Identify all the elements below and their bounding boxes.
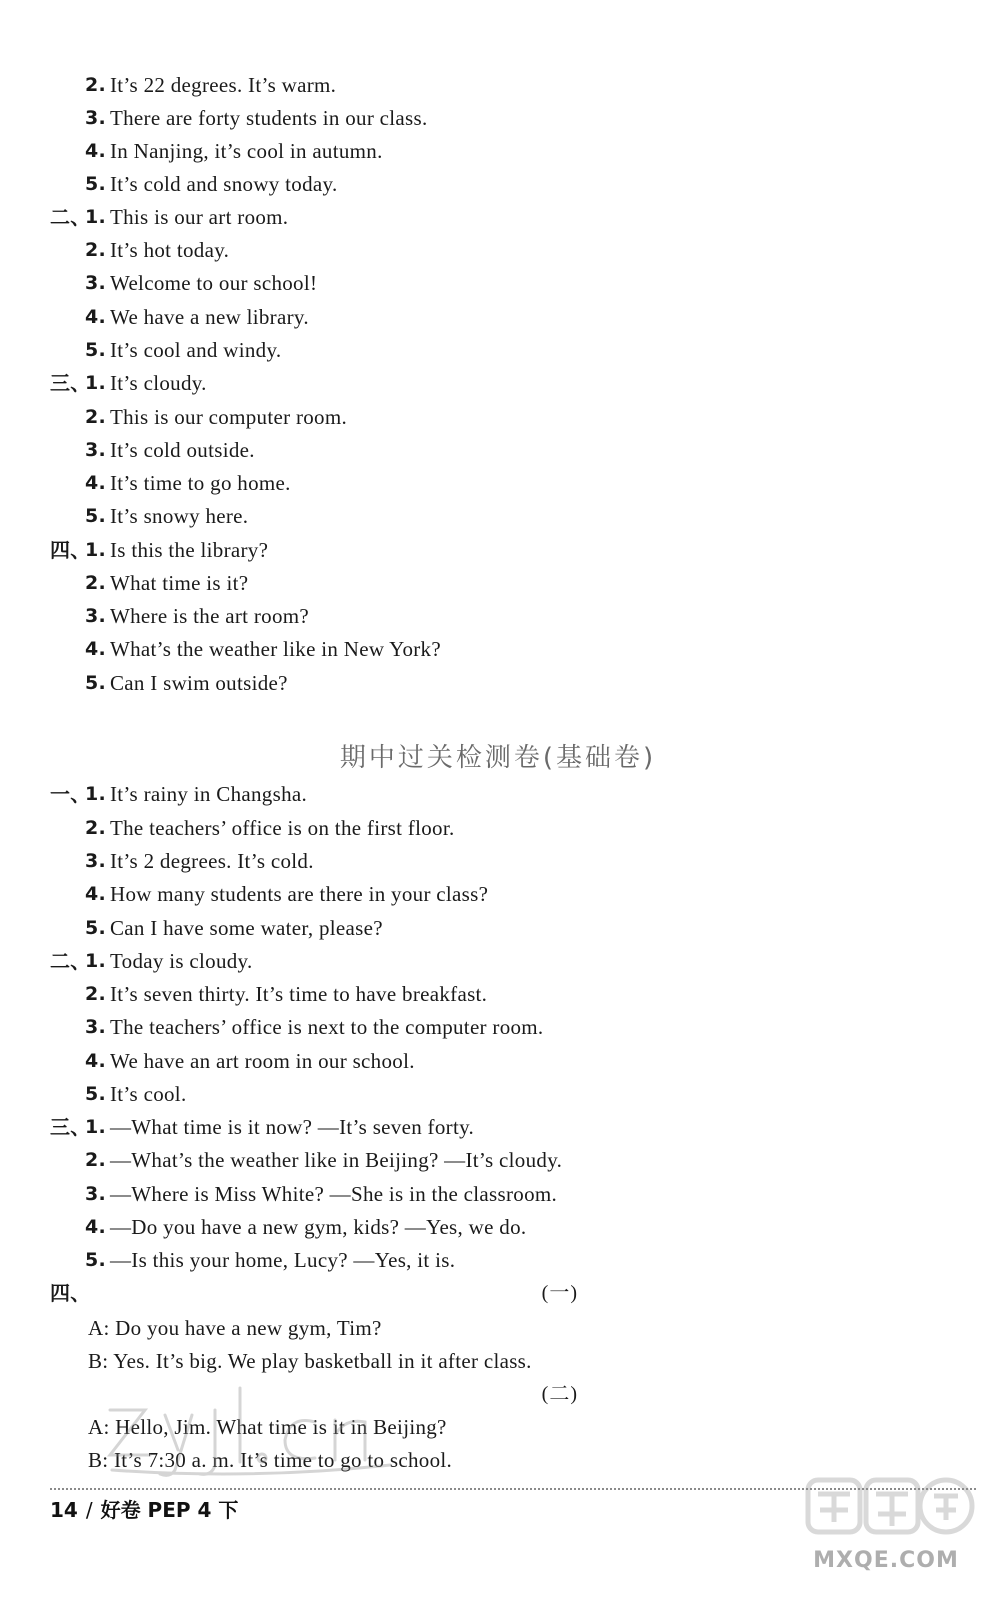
section-marker: 三、 <box>50 1115 91 1139</box>
footer-separator: / <box>85 1498 93 1522</box>
section-marker: 四、 <box>50 538 91 562</box>
page-footer <box>50 1492 238 1528</box>
dialogue-label: (一) <box>541 1282 578 1304</box>
section-marker: 一、 <box>50 782 91 806</box>
section-heading: 期中过关检测卷(基础卷) <box>339 743 657 773</box>
section-marker: 二、 <box>50 949 91 973</box>
footer-divider <box>50 1488 976 1490</box>
logo-text: MXQE.COM <box>813 1548 959 1573</box>
section-marker: 二、 <box>50 205 91 229</box>
dialogue-label-row <box>0 1377 996 1411</box>
section-4-row <box>0 1276 996 1310</box>
book-title: 好卷 PEP 4 下 <box>100 1498 239 1522</box>
page-number: 14 <box>50 1498 78 1522</box>
dialogue-label: (二) <box>541 1383 578 1405</box>
section-marker: 四、 <box>50 1281 91 1305</box>
section-marker: 三、 <box>50 371 91 395</box>
answer-page: 2. It’s 22 degrees. It’s warm. 3. There are forty students in our class. 4. In Nanjing, it’s cool in autumn. 5. It’s cold and snowy today. 二、 1. This is our art room. 2. It’s hot today. 3. Welcome to our school! 4. We have a new library. 5. It’s cool and windy. 三、 1. It’s cloudy. 2. This is our computer room. 3. It’s cold outside. 4. It’s time to go home. 5. It’s snowy here. 四、 1. Is this the library? 2. What time is it? 3. Where is the art room? 4. What’s the weather like in New York? 5. Can I swim outside? 期中过关检测卷(基础卷) 一、 1. It’s rainy in Changsha. 2. The teachers’ office is on the first floor. 3. It’s 2 degrees. It’s cold. 4. How many students are there in your class? 5. Can I have some water, please? 二、 1. Today is cloudy. 2. It’s seven thirty. It’s time to have breakfast. 3. The teachers’ office is next to the computer room. 4. We have an art room in our school. 5. It’s cool. 三、 1. —What time is it now? —It’s seven forty. 2. —What’s the weather like in Beijing? —It’s cloudy. 3. —Where is Miss White? —She is in the classroom. 4. —Do you have a new gym, kids? —Yes, we do. 5. —Is this your home, Lucy? —Yes, it is. 四、 (一) A: Do you have a new gym, Tim? B: Yes. It’s big. We play basketball in it after class. (二) A: Hello, Jim. What time is it in Beijing? B: It’s 7:30 a. m. It’s time to go to school. MXQE.COM 14 / 好卷 PEP 4 下 <box>0 0 996 1600</box>
